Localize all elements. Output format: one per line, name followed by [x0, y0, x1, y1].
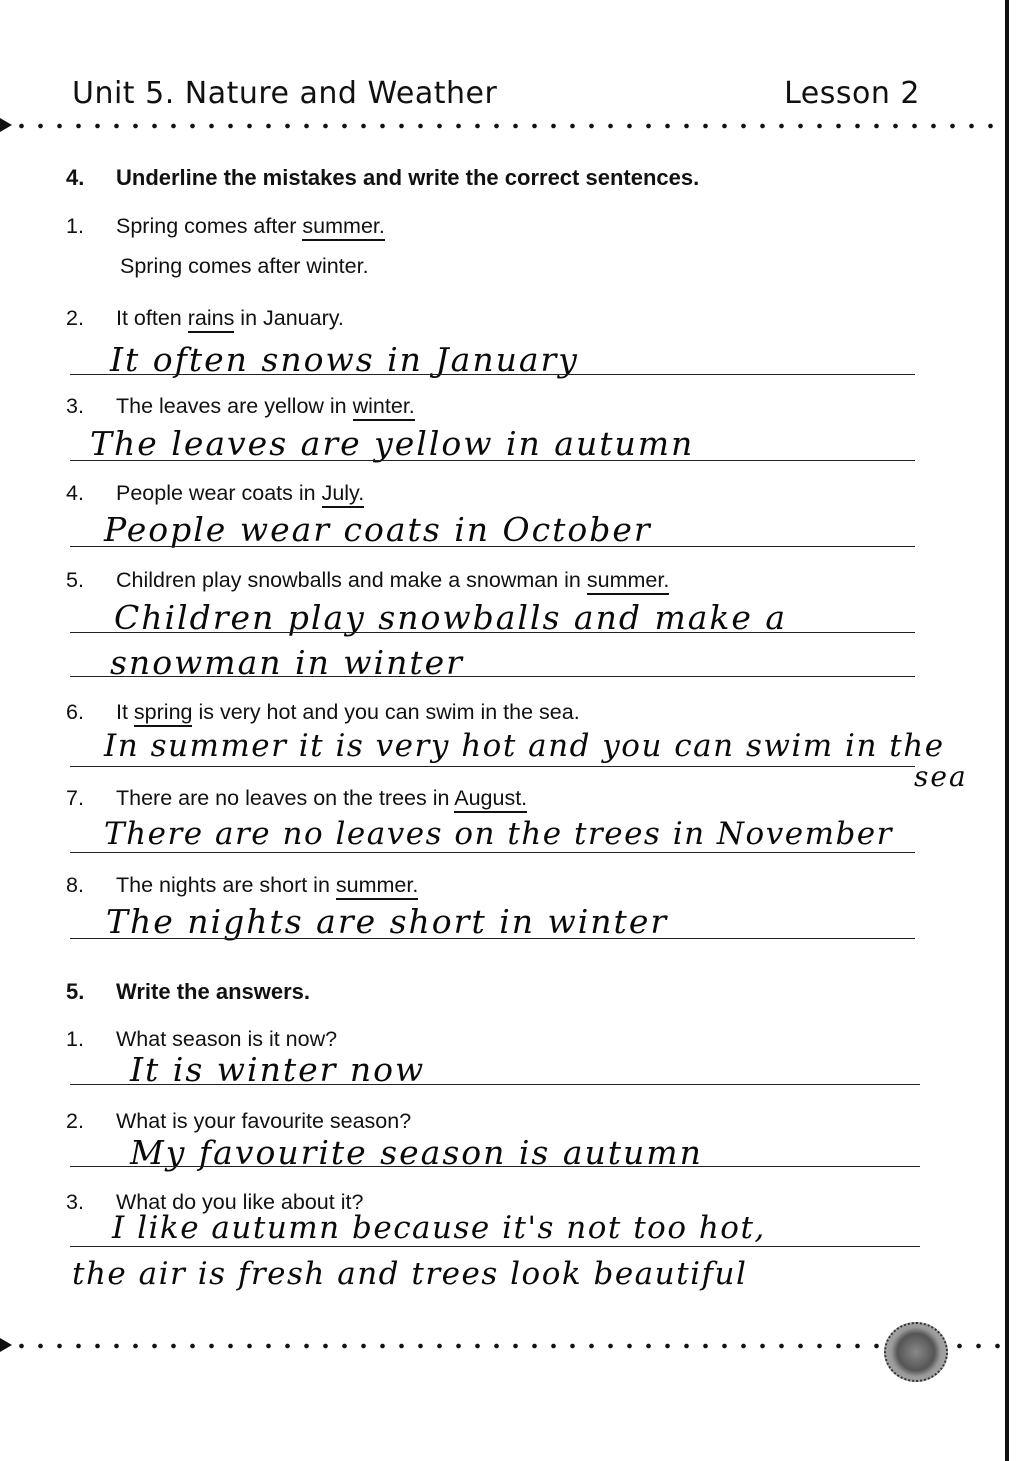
exercise-4-item-2: 2. It often rains in January.: [66, 306, 344, 331]
answer-line: [70, 546, 915, 547]
handwritten-answer: It often snows in January: [110, 340, 579, 379]
arrow-marker-icon: [0, 1338, 12, 1352]
exercise-4-heading: [66, 165, 699, 191]
handwritten-answer: There are no leaves on the trees in November: [104, 816, 893, 852]
exercise-4-item-1: 1. Spring comes after summer.: [66, 214, 385, 239]
exercise-5-item-2: 2. What is your favourite season?: [66, 1109, 412, 1133]
exercise-4-item-6: 6. It spring is very hot and you can swim in the sea.: [66, 700, 580, 725]
answer-line: [70, 1166, 920, 1167]
exercise-5-heading: [66, 979, 310, 1005]
underlined-mistake: summer.: [336, 873, 418, 900]
exercise-4-item-5: 5. Children play snowballs and make a snowman in summer.: [66, 568, 669, 593]
answer-line: [70, 374, 915, 375]
exercise-4-item-7: 7. There are no leaves on the trees in August.: [66, 786, 527, 811]
exercise-instruction: Write the answers.: [116, 979, 310, 1004]
underlined-mistake: summer.: [587, 568, 669, 595]
page-number-seal-icon: [884, 1322, 948, 1382]
lesson-title: Lesson 2: [784, 76, 920, 111]
answer-line: [70, 676, 915, 677]
handwritten-answer: The nights are short in winter: [106, 902, 669, 941]
exercise-number: 4.: [66, 165, 85, 190]
handwritten-answer: It is winter now: [130, 1050, 426, 1089]
answer-line: [70, 632, 915, 633]
underlined-mistake: rains: [188, 306, 235, 333]
unit-title: Unit 5. Nature and Weather: [72, 76, 498, 111]
answer-line: [70, 938, 915, 939]
sample-answer: Spring comes after winter.: [120, 254, 369, 278]
dotted-divider-bottom-right: [950, 1343, 1005, 1349]
answer-line: [70, 1246, 920, 1247]
answer-line: [70, 766, 915, 767]
handwritten-answer-line-2: the air is fresh and trees look beautiful: [72, 1256, 748, 1292]
exercise-number: 5.: [66, 979, 85, 1004]
binding-edge: [1005, 0, 1009, 1461]
underlined-mistake: summer.: [302, 214, 384, 241]
handwritten-answer: My favourite season is autumn: [130, 1133, 703, 1172]
underlined-mistake: July.: [322, 481, 365, 508]
answer-line: [70, 852, 915, 853]
handwritten-answer-line-1: Children play snowballs and make a: [114, 598, 788, 637]
underlined-mistake: August.: [454, 786, 527, 813]
exercise-5-item-1: 1. What season is it now?: [66, 1027, 338, 1051]
answer-line: [70, 460, 915, 461]
underlined-mistake: winter.: [353, 394, 415, 421]
dotted-divider-bottom: [12, 1343, 882, 1349]
answer-line: [70, 1084, 920, 1085]
exercise-4-item-8: 8. The nights are short in summer.: [66, 873, 418, 898]
exercise-4-item-4: 4. People wear coats in July.: [66, 481, 364, 506]
handwritten-answer-line-1: In summer it is very hot and you can swim in the: [104, 728, 945, 764]
exercise-instruction: Underline the mistakes and write the correct sentences.: [116, 165, 700, 190]
exercise-4-item-3: 3. The leaves are yellow in winter.: [66, 394, 415, 419]
arrow-marker-icon: [0, 118, 12, 132]
handwritten-answer-line-1: I like autumn because it's not too hot,: [112, 1210, 766, 1246]
handwritten-answer: People wear coats in October: [104, 510, 652, 549]
handwritten-answer-line-2: sea: [914, 760, 968, 793]
exercise-5-item-3: 3. What do you like about it?: [66, 1190, 364, 1214]
handwritten-answer-line-2: snowman in winter: [110, 643, 464, 682]
dotted-divider-top: [12, 123, 1002, 129]
underlined-mistake: spring: [134, 700, 193, 727]
handwritten-answer: The leaves are yellow in autumn: [90, 424, 695, 463]
